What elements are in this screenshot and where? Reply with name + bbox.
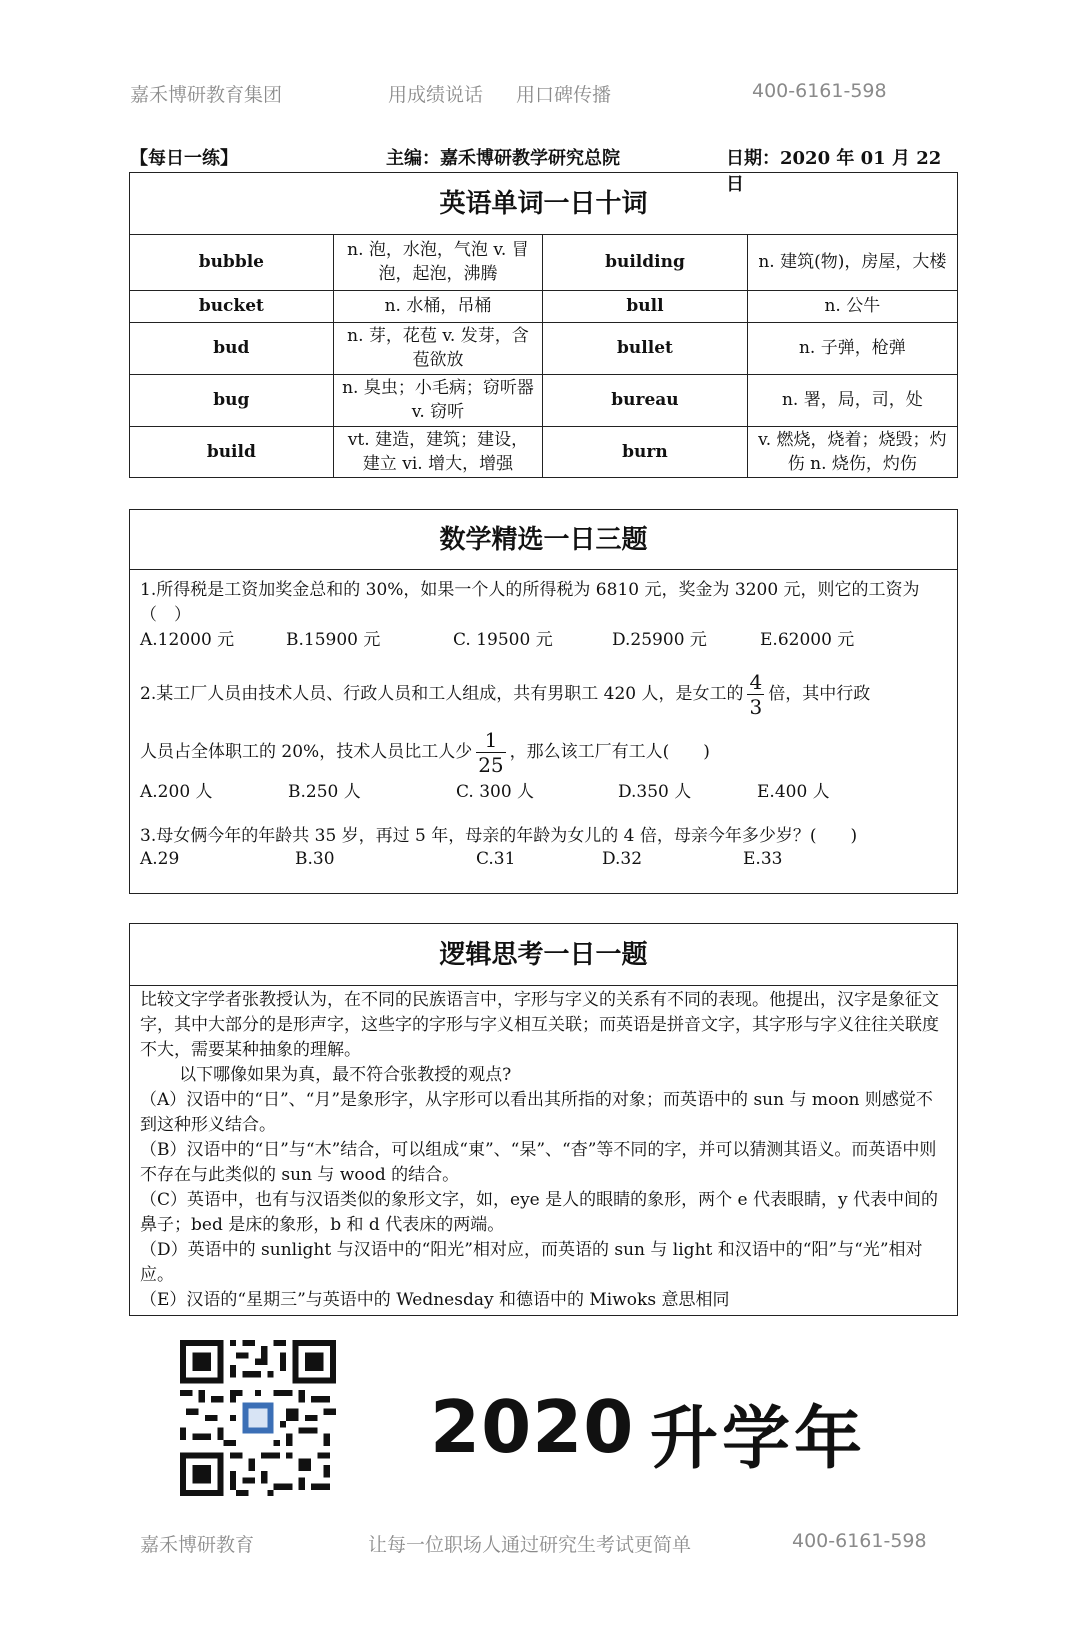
vocab-word: build [130, 426, 333, 478]
math-q2-text-d: ，那么该工厂有工人( ) [509, 742, 710, 762]
table-row [130, 374, 957, 426]
math-section [129, 509, 958, 894]
table-row [130, 290, 957, 322]
meta-tag: 【每日一练】 [130, 148, 238, 169]
fraction [747, 670, 764, 719]
math-q2-text-a: 2.某工厂人员由技术人员、行政人员和工人组成，共有男职工 420 人，是女工的 [140, 684, 744, 704]
qr-code-icon [180, 1340, 336, 1496]
vocab-meaning: n. 芽，花苞 v. 发芽，含苞欲放 [333, 322, 543, 374]
math-q2-options [140, 780, 947, 806]
logic-stem: 比较文字学者张教授认为，在不同的民族语言中，字形与字义的关系有不同的表现。他提出，汉字是象征文字，其中大部分的是形声字，这些字的字形与字义相互关联；而英语是拼音文字，其字形与字义往往关联度不大，需要某种抽象的理解。 [140, 990, 939, 1060]
vocab-table [130, 235, 957, 478]
math-body [130, 570, 957, 871]
option: C. 300 人 [456, 782, 535, 802]
vocab-meaning: n. 公牛 [747, 290, 957, 322]
meta-date: 日期：2020 年 01 月 22 日 [726, 148, 942, 195]
option: A.29 [140, 849, 180, 869]
vocab-word: bucket [130, 290, 333, 322]
promo-text: 升学年 [650, 1400, 867, 1479]
math-q1-options [140, 628, 947, 654]
table-row [130, 235, 957, 290]
footer-slogan: 让每一位职场人通过研究生考试更简单 [368, 1534, 692, 1556]
math-q3-options [140, 849, 947, 871]
option: D.32 [602, 849, 643, 869]
logic-option-c: （C）英语中，也有与汉语类似的象形文字，如，eye 是人的眼睛的象形，两个 e 代表眼睛，y 代表中间的鼻子；bed 是床的象形，b 和 d 代表床的两端。 [140, 1190, 939, 1235]
option: A.12000 元 [140, 630, 235, 650]
logic-option-d: （D）英语中的 sunlight 与汉语中的“阳光”相对应，而英语的 sun 与 light 和汉语中的“阳”与“光”相对应。 [140, 1240, 923, 1285]
vocab-meaning: vt. 建造，建筑；建设，建立 vi. 增大，增强 [333, 426, 543, 478]
logic-body [130, 986, 957, 1313]
math-q2-text-b: 倍，其中行政 [768, 684, 871, 704]
vocab-word: burn [543, 426, 747, 478]
top-header [130, 80, 950, 110]
option: C.31 [476, 849, 516, 869]
logic-question: 以下哪像如果为真，最不符合张教授的观点? [179, 1065, 512, 1085]
option: B.30 [295, 849, 335, 869]
vocab-word: bug [130, 374, 333, 426]
fraction-denominator: 3 [749, 695, 763, 719]
vocab-meaning: n. 建筑(物)，房屋，大楼 [747, 235, 957, 290]
meta-row [130, 144, 958, 195]
promo-year: 2020 [430, 1385, 635, 1469]
vocab-word: bullet [543, 322, 747, 374]
math-q2-text-c: 人员占全体职工的 20%，技术人员比工人少 [140, 742, 473, 762]
option: E.62000 元 [760, 630, 855, 650]
meta-editor: 主编：嘉禾博研教学研究总院 [386, 148, 620, 169]
footer-phone: 400-6161-598 [792, 1530, 927, 1552]
vocab-word: bureau [543, 374, 747, 426]
vocab-meaning: n. 泡，水泡，气泡 v. 冒泡，起泡，沸腾 [333, 235, 543, 290]
vocab-title: 英语单词一日十词 [130, 173, 957, 235]
logic-option-e: （E）汉语的“星期三”与英语中的 Wednesday 和德语中的 Miwoks 意思相同 [140, 1290, 730, 1310]
logic-option-b: （B）汉语中的“日”与“木”结合，可以组成“東”、“杲”、“杳”等不同的字，并可以猜测其语义。而英语中则不存在与此类似的 sun 与 wood 的结合。 [140, 1140, 937, 1185]
footer-brand: 嘉禾博研教育 [140, 1534, 255, 1556]
vocab-meaning: n. 署，局，司，处 [747, 374, 957, 426]
header-slogan-1: 用成绩说话 [388, 84, 484, 106]
option: D.350 人 [618, 782, 692, 802]
logic-option-a: （A）汉语中的“日”、“月”是象形字，从字形可以看出其所指的对象；而英语中的 sun 与 moon 则感觉不到这种形义结合。 [140, 1090, 933, 1135]
option: A.200 人 [140, 782, 213, 802]
option: D.25900 元 [612, 630, 707, 650]
fraction-denominator: 25 [478, 753, 504, 777]
fraction [476, 728, 505, 777]
vocab-meaning: n. 臭虫；小毛病；窃听器 v. 窃听 [333, 374, 543, 426]
math-q2-line1 [140, 668, 947, 720]
math-q1-text: 1.所得税是工资加奖金总和的 30%，如果一个人的所得税为 6810 元，奖金为 3200 元，则它的工资为（ ） [140, 580, 920, 625]
option: B.15900 元 [286, 630, 381, 650]
math-q3-text: 3.母女俩今年的年龄共 35 岁，再过 5 年，母亲的年龄为女儿的 4 倍，母亲今年多少岁？( ) [140, 826, 858, 846]
math-title: 数学精选一日三题 [130, 510, 957, 570]
header-phone: 400-6161-598 [752, 80, 887, 102]
header-slogan-2: 用口碑传播 [516, 84, 612, 106]
logic-section [129, 923, 958, 1316]
vocab-word: building [543, 235, 747, 290]
vocab-section [129, 172, 958, 478]
vocab-meaning: v. 燃烧，烧着；烧毁；灼伤 n. 烧伤，灼伤 [747, 426, 957, 478]
vocab-meaning: n. 子弹，枪弹 [747, 322, 957, 374]
vocab-word: bubble [130, 235, 333, 290]
logic-title: 逻辑思考一日一题 [130, 924, 957, 986]
option: E.400 人 [757, 782, 830, 802]
table-row [130, 426, 957, 478]
vocab-word: bud [130, 322, 333, 374]
math-q2-line2 [140, 726, 947, 778]
option: B.250 人 [288, 782, 361, 802]
fraction-numerator: 1 [476, 728, 505, 753]
option: C. 19500 元 [453, 630, 553, 650]
fraction-numerator: 4 [749, 670, 763, 694]
header-brand: 嘉禾博研教育集团 [130, 84, 283, 106]
vocab-word: bull [543, 290, 747, 322]
option: E.33 [743, 849, 783, 869]
vocab-meaning: n. 水桶，吊桶 [333, 290, 543, 322]
table-row [130, 322, 957, 374]
footer [140, 1530, 960, 1560]
